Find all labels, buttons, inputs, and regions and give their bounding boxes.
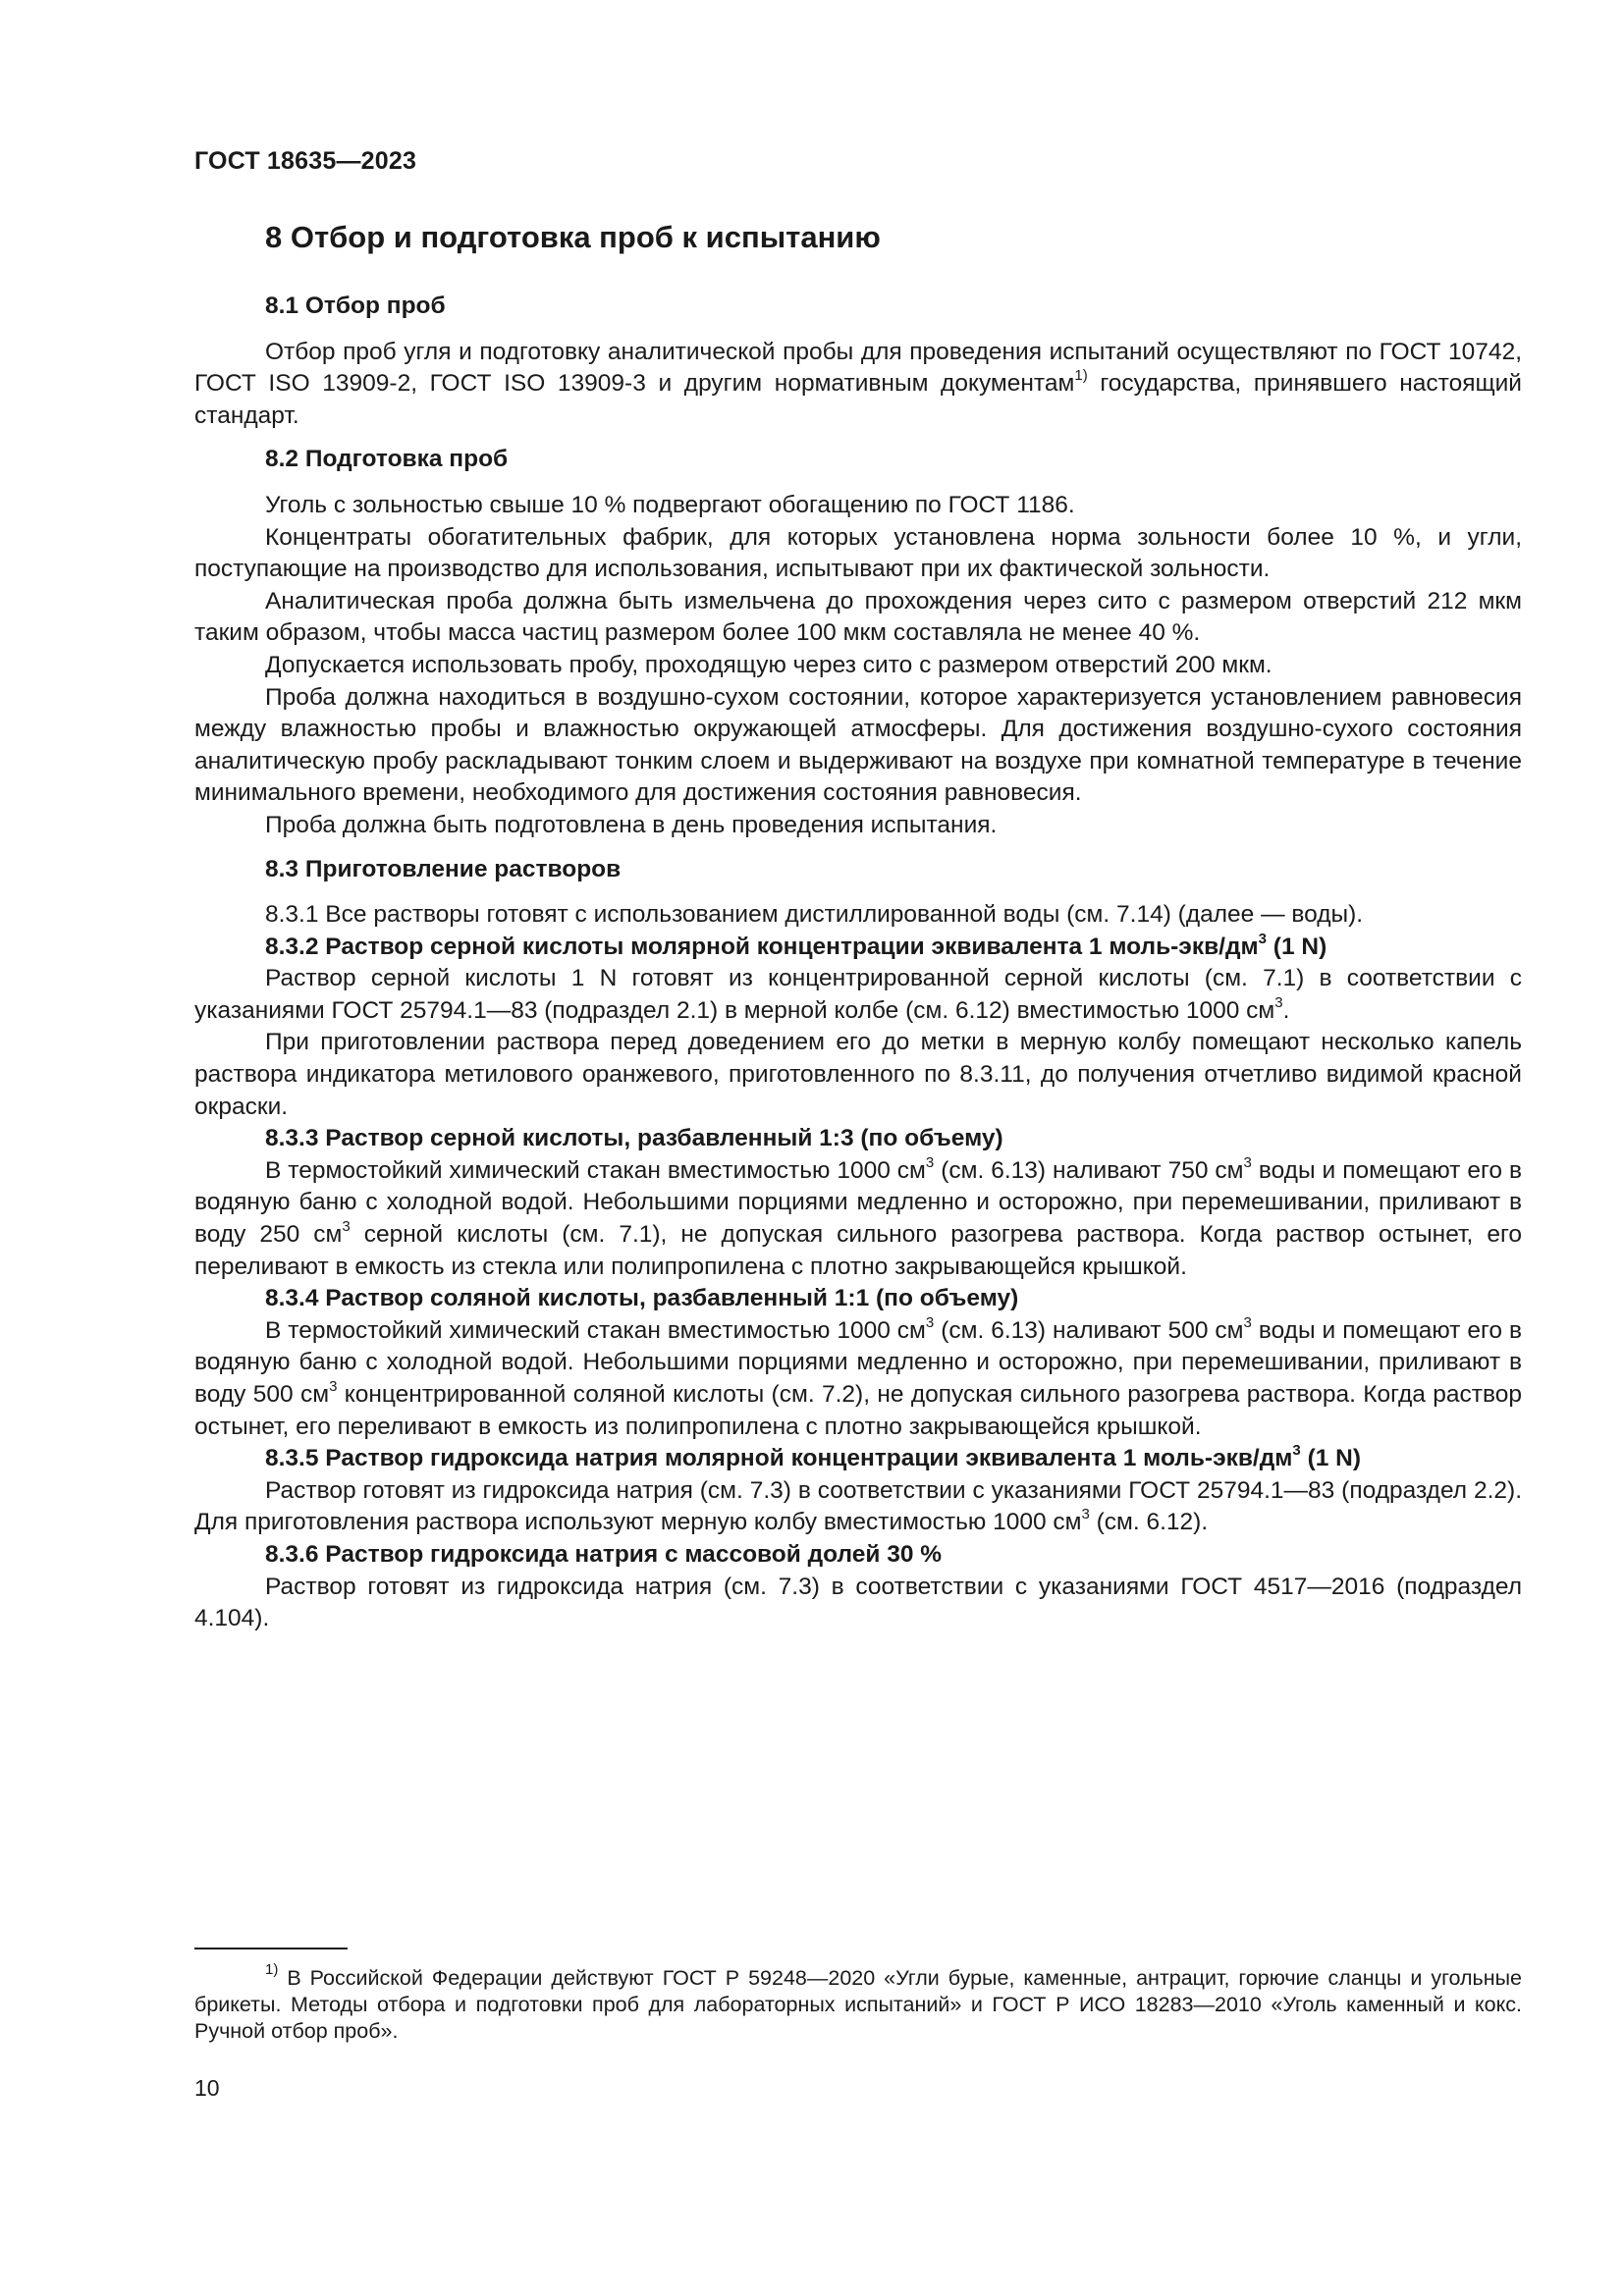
page-content bbox=[194, 218, 1522, 1635]
footnote: $^{1)}$ В Российской Федерации действуют ГОСТ Р 59248—2020 «Угли бурые, каменные, антрацит, горючие сланцы и угольные брикеты. Методы отбора и подготовки проб для лабораторных испытаний» и ГОСТ Р ИСО 18283—2010 «Уголь каменный и кокс. Ручной отбор проб». bbox=[194, 1961, 1522, 2043]
paragraph-8-2-3: Аналитическая проба должна быть измельчена до прохождения через сито с размером отверстий 212 мкм таким образом, чтобы масса частиц размером более 100 мкм составляла не менее 40 %. bbox=[194, 587, 1522, 647]
paragraph-8-1: Отбор проб угля и подготовку аналитической пробы для проведения испытаний осуществляют по ГОСТ 10742, ГОСТ ISO 13909-2, ГОСТ ISO 13909-3 и другим нормативным документам$^{1)}$ государства, принявшего настоящий стандарт. bbox=[194, 338, 1522, 429]
clause-heading-8-3-5: 8.3.5 Раствор гидроксида натрия молярной концентрации эквивалента 1 моль-$экв/дм^3$ (1 N) bbox=[265, 1442, 1362, 1472]
paragraph-8-3-2-b: При приготовлении раствора перед доведением его до метки в мерную колбу помещают несколько капель раствора индикатора метилового оранжевого, приготовленного по 8.3.11, до получения отчетливо видимой красной окраски. bbox=[194, 1029, 1522, 1120]
paragraph-8-2-1: Уголь с зольностью свыше 10 % подвергают обогащению по ГОСТ 1186. bbox=[265, 491, 1075, 518]
subsection-title-8-3: 8.3 Приготовление растворов bbox=[265, 855, 622, 882]
clause-heading-8-3-6: 8.3.6 Раствор гидроксида натрия с массовой долей 30 % bbox=[265, 1540, 943, 1568]
paragraph-8-3-5: Раствор готовят из гидроксида натрия (см. 7.3) в соответствии с указаниями ГОСТ 25794.1—83 (подраздел 2.2). Для приготовления раствора используют мерную колбу вместимостью 1000 $см^3$ (см. 6.12). bbox=[194, 1476, 1522, 1536]
section-title: 8 Отбор и подготовка проб к испытанию bbox=[265, 220, 881, 254]
paragraph-8-2-2: Концентраты обогатительных фабрик, для которых установлена норма зольности более 10 %, и угли, поступающие на производство для использования, испытывают при их фактической зольности. bbox=[194, 523, 1522, 583]
footnote-separator bbox=[194, 1948, 348, 1949]
clause-heading-8-3-4: 8.3.4 Раствор соляной кислоты, разбавленный 1:1 (по объему) bbox=[265, 1285, 1019, 1312]
subsection-title-8-1: 8.1 Отбор проб bbox=[265, 293, 446, 319]
paragraph-8-3-6: Раствор готовят из гидроксида натрия (см. 7.3) в соответствии с указаниями ГОСТ 4517—2016 (подраздел 4.104). bbox=[194, 1573, 1522, 1632]
footnote-marker: 1) bbox=[265, 1961, 279, 1978]
paragraph-8-2-6: Проба должна быть подготовлена в день проведения испытания. bbox=[265, 811, 998, 838]
paragraph-8-2-4: Допускается использовать пробу, проходящую через сито с размером отверстий 200 мкм. bbox=[265, 651, 1272, 678]
paragraph-8-2-5: Проба должна находиться в воздушно-сухом состоянии, которое характеризуется установлением равновесия между влажностью пробы и влажностью окружающей атмосферы. Для достижения воздушно-сухого состояния аналитическую пробу раскладывают тонким слоем и выдерживают на воздухе при комнатной температуре в течение минимального времени, необходимого для достижения состояния равновесия. bbox=[194, 683, 1522, 807]
paragraph-8-3-1: 8.3.1 Все растворы готовят с использованием дистиллированной воды (см. 7.14) (далее — воды). bbox=[265, 901, 1364, 929]
clause-heading-8-3-3: 8.3.3 Раствор серной кислоты, разбавленный 1:3 (по объему) bbox=[265, 1125, 1003, 1152]
paragraph-8-3-3: В термостойкий химический стакан вместимостью 1000 $см^3$ (см. 6.13) наливают 750 $см^3$ воды и помещают его в водяную баню с холодной водой. Небольшими порциями медленно и осторожно, при перемешивании, приливают в воду 250 $см^3$ серной кислоты (см. 7.1), не допуская сильного разогрева раствора. Когда раствор остынет, его переливают в емкость из стекла или полипропилена с плотно закрывающейся крышкой. bbox=[194, 1153, 1523, 1280]
paragraph-8-3-2-a: Раствор серной кислоты 1 N готовят из концентрированной серной кислоты (см. 7.1) в соответствии с указаниями ГОСТ 25794.1—83 (подраздел 2.1) в мерной колбе (см. 6.12) вместимостью 1000 $см^3$. bbox=[194, 965, 1522, 1024]
clause-heading-8-3-2: 8.3.2 Раствор серной кислоты молярной концентрации эквивалента 1 моль-$экв/дм^3$ (1 N) bbox=[265, 930, 1327, 960]
paragraph-8-3-4: В термостойкий химический стакан вместимостью 1000 $см^3$ (см. 6.13) наливают 500 $см^3$ воды и помещают его в водяную баню с холодной водой. Небольшими порциями медленно и осторожно, при перемешивании, приливают в воду 500 $см^3$ концентрированной соляной кислоты (см. 7.2), не допуская сильного разогрева раствора. Когда раствор остынет, его переливают в емкость из полипропилена с плотно закрывающейся крышкой. bbox=[194, 1313, 1523, 1440]
document-id-header: ГОСТ 18635—2023 bbox=[194, 147, 417, 175]
subsection-title-8-2: 8.2 Подготовка проб bbox=[265, 446, 509, 473]
page-number: 10 bbox=[194, 2075, 220, 2101]
footnote-ref: 1) bbox=[1074, 367, 1088, 385]
